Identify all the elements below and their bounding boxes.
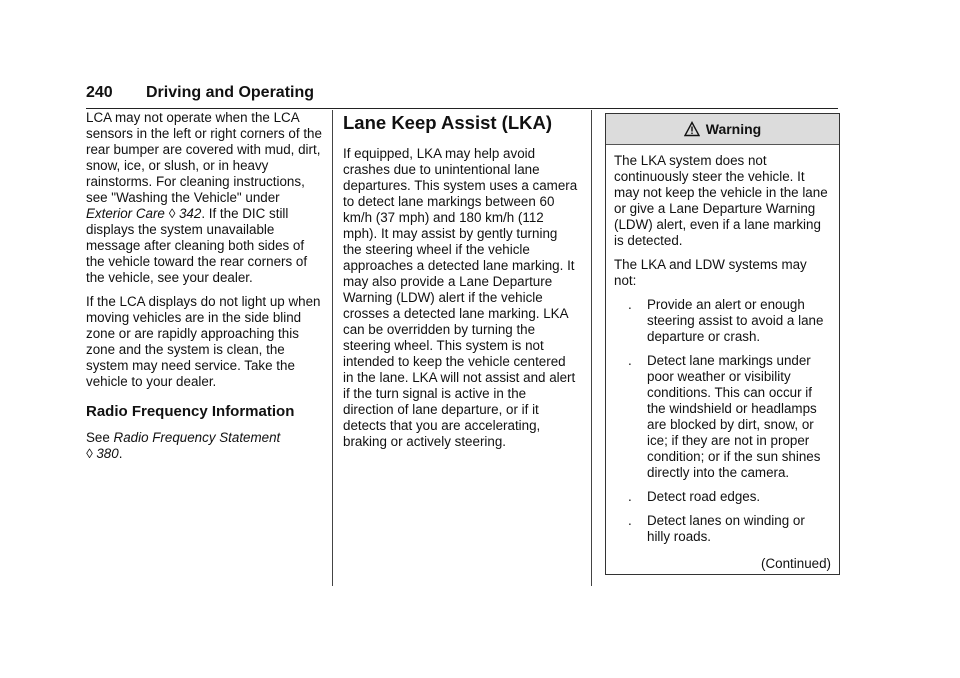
- radio-frequency-paragraph: See Radio Frequency Statement ◊ 380.: [86, 430, 281, 461]
- warning-list: [614, 297, 831, 545]
- warning-paragraph: The LKA system does not continuously steer the vehicle. It may not keep the vehicle in the lane or give a Lane Departure Warning (LDW) alert, even if a lane marking is detected.: [614, 153, 828, 248]
- continued-label: (Continued): [761, 556, 831, 571]
- column-middle: [343, 110, 579, 458]
- lca-display-paragraph: If the LCA displays do not light up when moving vehicles are in the side blind zone or are rapidly approaching this zone and the system is clean, the system may need service. Take the vehicle to your dealer.: [86, 294, 321, 389]
- warning-title: Warning: [705, 121, 762, 137]
- list-item: . Detect lanes on winding or hilly roads.: [628, 513, 805, 544]
- list-item: . Provide an alert or enough steering assist to avoid a lane departure or crash.: [628, 297, 824, 344]
- lka-body: If equipped, LKA may help avoid crashes due to unintentional lane departures. This system uses a camera to detect lane markings between 60 km/h (37 mph) and 180 km/h (112 mph). It may assist by gently turning the steering wheel if the vehicle approaches a detected lane marking. It may also provide a Lane Departure Warning (LDW) alert if the vehicle crosses a detected lane marking. LKA can be overridden by turning the steering wheel. This system is not intended to keep the vehicle centered in the lane. LKA will not assist and alert if the turn signal is active in the direction of lane departure, or if it detects that you are accelerating, braking or actively steering.: [343, 146, 578, 449]
- warning-body: [606, 145, 839, 545]
- warning-box: [605, 113, 840, 575]
- section-title: Driving and Operating: [146, 84, 315, 101]
- page-header: [86, 82, 838, 109]
- page-ref-icon: ◊: [86, 446, 93, 461]
- exterior-care-link[interactable]: Exterior Care ◊ 342: [86, 206, 202, 221]
- list-item: . Detect road edges.: [628, 489, 761, 504]
- lca-cleaning-paragraph: LCA may not operate when the LCA sensors in the left or right corners of the rear bumper are covered with mud, dirt, snow, ice, or slush, or in heavy rainstorms. For cleaning instructions, see "Washing the Vehicle" under Exterior Care ◊ 342. If the DIC still displays the system unavailable message after cleaning both sides of the vehicle toward the rear corners of the vehicle, see your dealer.: [86, 110, 322, 285]
- column-left: [86, 110, 322, 470]
- lka-heading: Lane Keep Assist (LKA): [343, 112, 553, 133]
- page-ref-icon: ◊: [168, 206, 176, 221]
- warning-header: [606, 114, 839, 145]
- radio-frequency-link[interactable]: Radio Frequency Statement ◊ 380: [86, 430, 281, 461]
- column-divider: [332, 110, 333, 586]
- page-number: 240: [86, 84, 113, 101]
- radio-frequency-heading: Radio Frequency Information: [86, 403, 295, 420]
- warning-triangle-icon: [684, 121, 700, 137]
- column-divider: [591, 110, 592, 586]
- list-item: . Detect lane markings under poor weather or visibility conditions. This can occur if the windshield or headlamps are blocked by dirt, snow, or ice; if they are not in proper condition; or if the sun shines directly into the camera.: [628, 353, 821, 480]
- warning-paragraph: The LKA and LDW systems may not:: [614, 257, 807, 288]
